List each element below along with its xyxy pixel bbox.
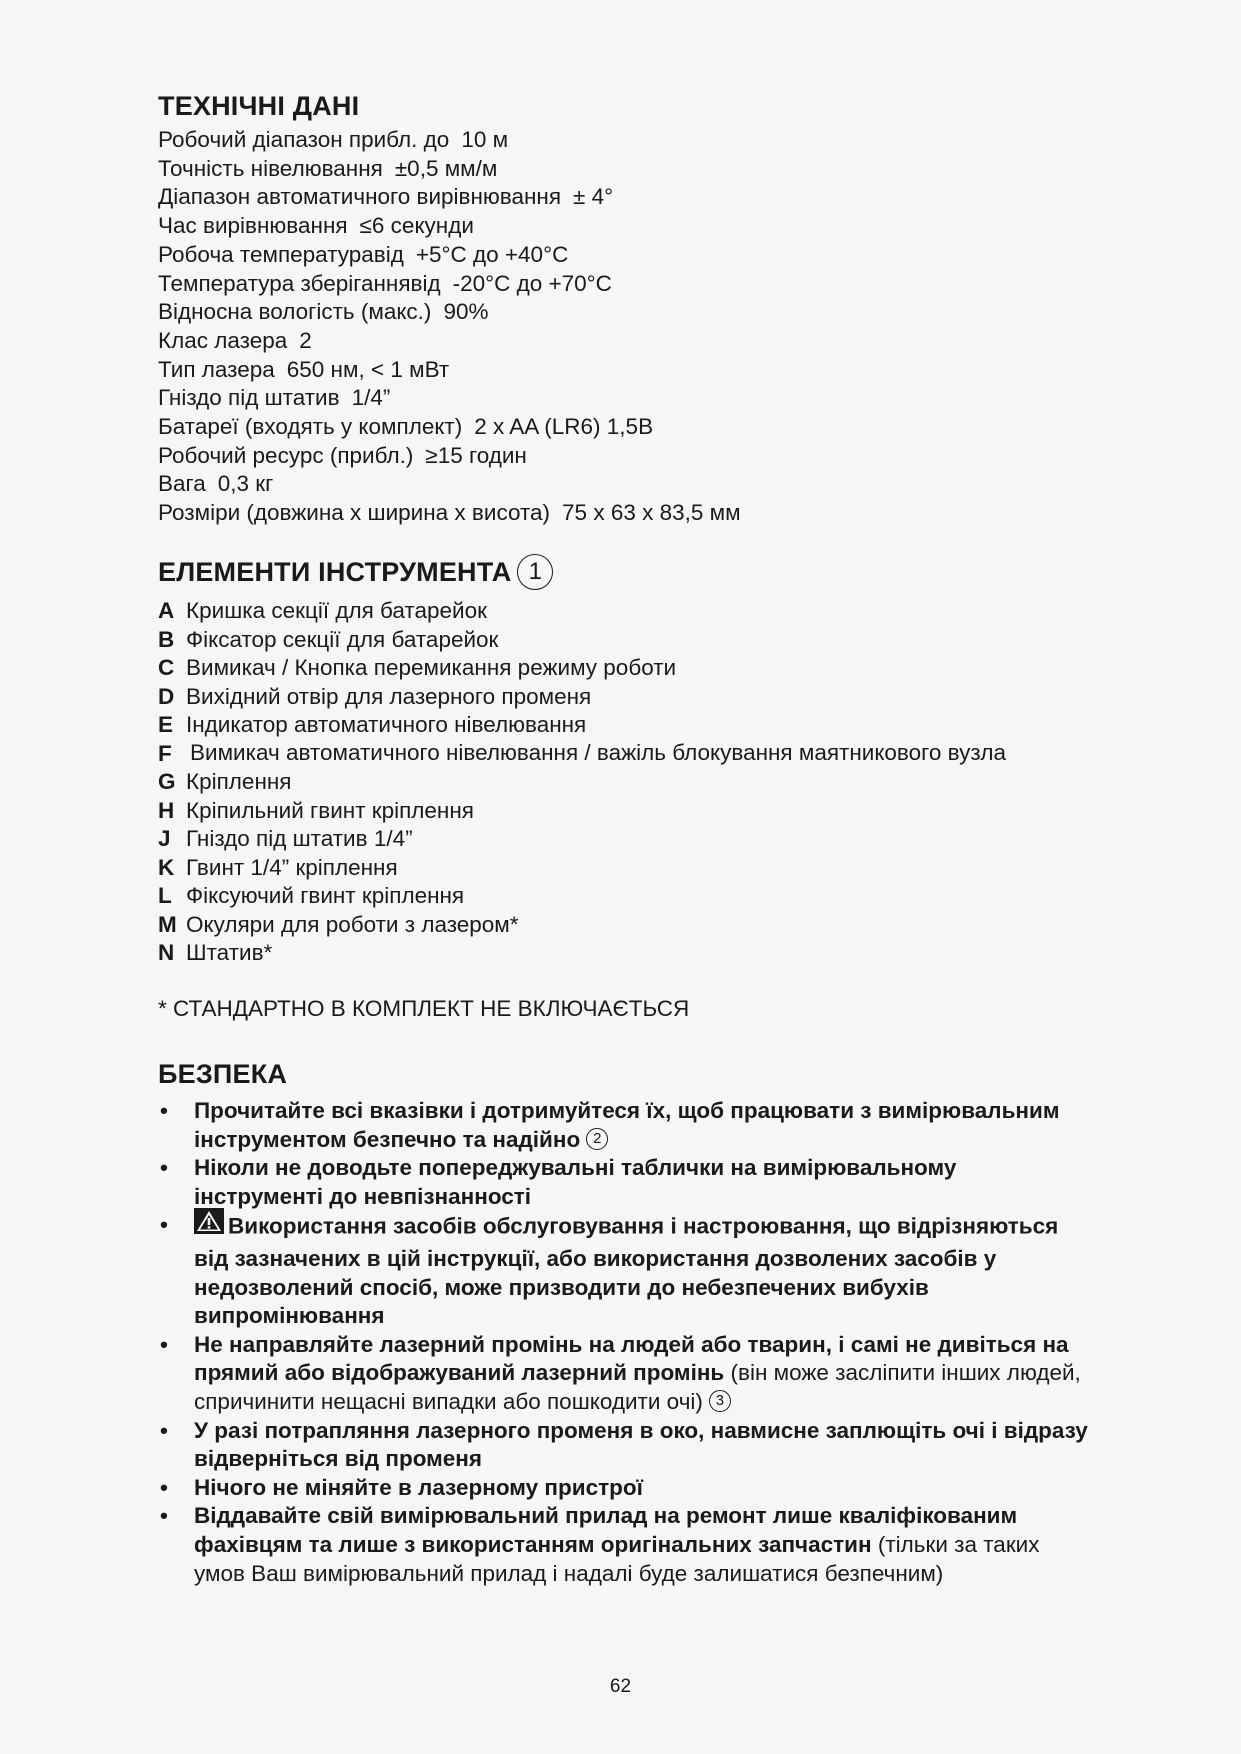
spec-row <box>158 241 741 270</box>
part-letter: A <box>158 598 175 623</box>
part-letter: D <box>158 683 175 709</box>
spec-value: 2 x AA (LR6) 1,5В <box>474 414 654 440</box>
part-letter: H <box>158 797 175 823</box>
figure-ref-badge: 1 <box>517 554 553 590</box>
spec-label: Час вирівнювання <box>158 213 348 239</box>
part-item <box>158 797 1078 826</box>
part-letter: M <box>158 911 177 937</box>
spec-label: Точність нівелювання <box>158 155 383 181</box>
spec-label: Відносна вологість (макс.) <box>158 299 432 325</box>
part-description: Кришка секції для батарейок <box>186 598 487 623</box>
part-item <box>158 711 1078 740</box>
bullet: • <box>160 1503 168 1529</box>
figure-ref-badge: 3 <box>709 1390 731 1412</box>
safety-item-regular: (він може засліпити інших людей, спричинити нещасні випадки або пошкодити очі) <box>194 1360 1081 1414</box>
part-letter: K <box>158 854 175 880</box>
safety-title: БЕЗПЕКА <box>158 1059 288 1089</box>
safety-item-text <box>194 1331 1088 1417</box>
spec-value: ±0,5 мм/м <box>394 155 498 181</box>
parts-list <box>158 597 1078 968</box>
parts-title <box>158 556 553 592</box>
spec-label: Батареї (входять у комплект) <box>158 414 463 440</box>
spec-value: 75 x 63 x 83,5 мм <box>562 500 741 526</box>
part-item <box>158 654 1078 683</box>
safety-item <box>158 1331 1088 1417</box>
part-letter: J <box>158 826 171 851</box>
spec-value: 650 нм, < 1 мВт <box>286 356 450 382</box>
part-item <box>158 939 1078 968</box>
part-description: Вимикач / Кнопка перемикання режиму роботи <box>186 655 677 680</box>
spec-row <box>158 384 741 413</box>
safety-item-regular: (тільки за таких умов Ваш вимірювальний прилад і надалі буде залишатися безпечним) <box>194 1531 1040 1586</box>
safety-list <box>158 1097 1088 1588</box>
bullet: • <box>160 1331 168 1357</box>
part-item <box>158 597 1078 626</box>
part-item <box>158 825 1078 854</box>
spec-row <box>158 413 741 442</box>
spec-row <box>158 155 741 184</box>
part-letter: B <box>158 626 175 652</box>
spec-row <box>158 470 741 499</box>
parts-footnote: * СТАНДАРТНО В КОМПЛЕКТ НЕ ВКЛЮЧАЄТЬСЯ <box>158 996 690 1021</box>
safety-item-text <box>194 1154 1088 1211</box>
safety-item <box>158 1097 1088 1154</box>
safety-item-bold: Використання засобів обслуговування і настроювання, що відрізняються від зазначених в цій інструкції, або використання дозволених засобів у недозволений спосіб, може призводити до небезпечених вибухів випромінювання <box>194 1214 1059 1329</box>
part-description: Гніздо під штатив 1/4” <box>186 826 413 851</box>
spec-value: 10 м <box>461 127 509 152</box>
bullet: • <box>160 1155 168 1181</box>
spec-value: 1/4” <box>351 385 391 411</box>
part-item <box>158 626 1078 655</box>
spec-value: ≤6 секунди <box>359 213 474 239</box>
part-item <box>158 683 1078 712</box>
bullet: • <box>160 1474 168 1500</box>
safety-item-text <box>194 1097 1088 1154</box>
safety-item <box>158 1474 1088 1503</box>
part-item <box>158 882 1078 911</box>
safety-item-bold: Ніколи не доводьте попереджувальні таблички на вимірювальному інструменті до невпізнанності <box>194 1155 957 1209</box>
spec-row <box>158 212 741 241</box>
part-description: Кріплення <box>186 769 292 794</box>
spec-label: Температура зберіганнявід <box>158 270 441 296</box>
spec-row <box>158 442 741 471</box>
spec-row <box>158 298 741 327</box>
part-description: Кріпильний гвинт кріплення <box>186 797 474 823</box>
part-description: Індикатор автоматичного нівелювання <box>186 712 587 737</box>
spec-label: Гніздо під штатив <box>158 385 340 411</box>
parts-title-text: ЕЛЕМЕНТИ ІНСТРУМЕНТА <box>158 557 512 588</box>
safety-item-text <box>194 1502 1088 1588</box>
part-item <box>158 911 1078 940</box>
part-description: Окуляри для роботи з лазером* <box>186 911 519 937</box>
spec-value: ± 4° <box>573 184 614 210</box>
spec-label: Робоча температуравід <box>158 241 404 267</box>
tech-data-title: ТЕХНІЧНІ ДАНІ <box>158 91 360 121</box>
spec-row <box>158 327 741 356</box>
part-item <box>158 768 1078 797</box>
page-number: 62 <box>609 1676 632 1697</box>
spec-label: Розміри (довжина x ширина x висота) <box>158 500 551 526</box>
part-description: Гвинт 1/4” кріплення <box>186 854 398 880</box>
part-letter: N <box>158 940 175 965</box>
safety-item-text <box>194 1211 1088 1330</box>
safety-item-bold: Віддавайте свій вимірювальний прилад на ремонт лише кваліфікованим фахівцям та лише з використанням оригінальних запчастин <box>194 1503 1018 1557</box>
tech-spec-list <box>158 126 741 528</box>
safety-item <box>158 1417 1088 1474</box>
part-description: Вихідний отвір для лазерного променя <box>186 683 592 709</box>
safety-item-bold: У разі потрапляння лазерного променя в око, навмисне заплющіть очі і відразу відверніться від променя <box>194 1417 1088 1472</box>
safety-item <box>158 1502 1088 1588</box>
spec-label: Тип лазера <box>158 356 275 382</box>
bullet: • <box>160 1417 168 1443</box>
spec-label: Клас лазера <box>158 327 288 353</box>
part-letter: F <box>158 740 172 766</box>
bullet: • <box>160 1098 168 1123</box>
safety-item-text <box>194 1417 1088 1474</box>
safety-item-text <box>194 1474 1088 1503</box>
spec-value: -20°С до +70°С <box>452 270 612 296</box>
spec-value: ≥15 годин <box>425 442 527 468</box>
spec-value: 0,3 кг <box>217 471 274 497</box>
part-letter: G <box>158 769 176 794</box>
part-description: Фіксуючий гвинт кріплення <box>186 883 465 908</box>
spec-value: 2 <box>299 327 312 353</box>
part-description: Штатив* <box>186 940 273 965</box>
spec-row <box>158 356 741 385</box>
part-letter: C <box>158 655 175 680</box>
spec-row <box>158 183 741 212</box>
part-description: Вимикач автоматичного нівелювання / важіль блокування маятникового вузла <box>190 739 1007 765</box>
part-letter: E <box>158 712 174 737</box>
spec-label: Вага <box>158 471 206 497</box>
part-item <box>158 740 1078 769</box>
safety-item <box>158 1211 1088 1330</box>
spec-label: Діапазон автоматичного вирівнювання <box>158 184 562 210</box>
safety-item-bold: Не направляйте лазерний промінь на людей або тварин, і самі не дивіться на прямий або відображуваний лазерний промінь <box>194 1331 1069 1386</box>
figure-ref-badge: 2 <box>586 1128 608 1150</box>
part-description: Фіксатор секції для батарейок <box>186 626 499 652</box>
safety-item-bold: Нічого не міняйте в лазерному пристрої <box>194 1474 643 1500</box>
safety-item-bold: Прочитайте всі вказівки і дотримуйтеся їх, щоб працювати з вимірювальним інструментом безпечно та надійно <box>194 1098 1060 1152</box>
spec-value: +5°С до +40°С <box>415 241 569 267</box>
safety-item <box>158 1154 1088 1211</box>
part-letter: L <box>158 883 172 908</box>
part-item <box>158 854 1078 883</box>
spec-row <box>158 126 741 155</box>
bullet: • <box>160 1212 168 1238</box>
spec-label: Робочий діапазон прибл. до <box>158 127 450 152</box>
warning-triangle-icon <box>194 1208 224 1242</box>
spec-label: Робочий ресурс (прибл.) <box>158 442 414 468</box>
spec-row <box>158 499 741 528</box>
spec-value: 90% <box>443 299 489 325</box>
spec-row <box>158 270 741 299</box>
